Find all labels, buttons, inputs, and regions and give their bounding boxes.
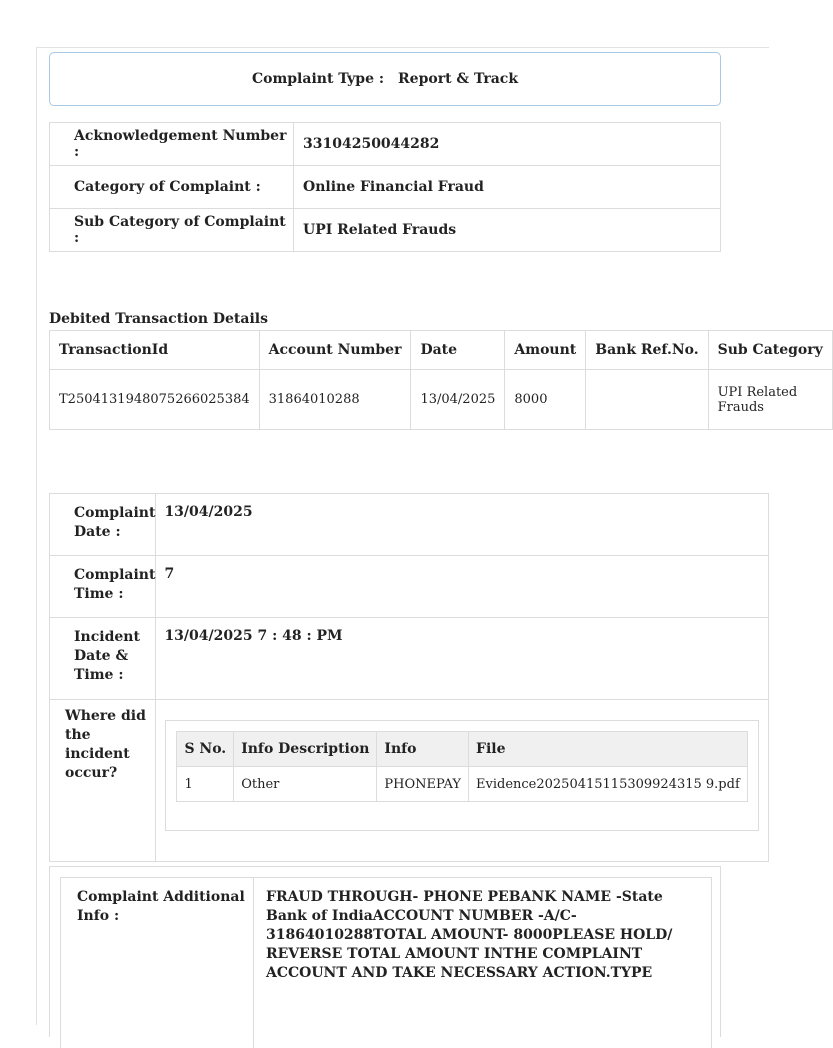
complaint-date-value: 13/04/2025 xyxy=(156,494,768,556)
amount-cell: 8000 xyxy=(505,370,586,430)
column-header-sno: S No. xyxy=(177,732,234,767)
date-cell: 13/04/2025 xyxy=(411,370,505,430)
evidence-file-link[interactable]: Evidence20250415115309924315 9.pdf xyxy=(469,767,748,802)
sno-cell: 1 xyxy=(177,767,234,802)
complaint-time-value: 7 xyxy=(156,556,768,618)
table-row xyxy=(50,556,769,618)
complaint-type-header xyxy=(49,52,721,106)
acknowledgement-label: Acknowledgement Number : xyxy=(50,123,294,166)
incident-datetime-label: Incident Date & Time : xyxy=(50,618,156,700)
complaint-type-label: Complaint Type : xyxy=(251,71,385,87)
column-header-file: File xyxy=(469,732,748,767)
complaint-details-table xyxy=(49,493,769,862)
additional-info-label: Complaint Additional Info : xyxy=(61,878,254,1048)
table-row xyxy=(50,494,769,556)
incident-datetime-value: 13/04/2025 7 : 48 : PM xyxy=(156,618,768,700)
additional-info-text: FRAUD THROUGH- PHONE PEBANK NAME -State Bank of IndiaACCOUNT NUMBER -A/C- 31864010288TOTAL AMOUNT- 8000PLEASE HOLD/ REVERSE TOTAL AMOUNT INTHE COMPLAINT ACCOUNT AND TAKE NECESSARY ACTION.TYPE xyxy=(266,889,673,981)
transaction-id-cell: T2504131948075266025384 xyxy=(50,370,260,430)
transaction-table xyxy=(49,330,833,430)
table-row xyxy=(177,767,747,802)
column-header-account-number: Account Number xyxy=(259,331,411,370)
column-header-info: Info xyxy=(377,732,469,767)
complaint-info-table xyxy=(49,122,721,252)
column-header-info-description: Info Description xyxy=(234,732,377,767)
column-header-transaction-id: TransactionId xyxy=(50,331,260,370)
evidence-panel xyxy=(165,720,758,831)
table-row xyxy=(50,370,833,430)
table-row xyxy=(50,123,721,166)
acknowledgement-value: 33104250044282 xyxy=(294,123,721,166)
complaint-date-label: Complaint Date : xyxy=(50,494,156,556)
incident-location-label: Where did the incident occur? xyxy=(50,700,156,862)
info-description-cell: Other xyxy=(234,767,377,802)
complaint-time-label: Complaint Time : xyxy=(50,556,156,618)
bank-ref-cell xyxy=(586,370,708,430)
sub-category-cell: UPI Related Frauds xyxy=(708,370,832,430)
table-header-row xyxy=(177,732,747,767)
category-label: Category of Complaint : xyxy=(50,166,294,209)
category-value: Online Financial Fraud xyxy=(294,166,721,209)
account-number-cell: 31864010288 xyxy=(259,370,411,430)
table-header-row xyxy=(50,331,833,370)
sub-category-label: Sub Category of Complaint : xyxy=(50,209,294,252)
table-row xyxy=(50,618,769,700)
table-row xyxy=(50,166,721,209)
info-cell: PHONEPAY xyxy=(377,767,469,802)
additional-info-box xyxy=(60,877,712,1048)
column-header-amount: Amount xyxy=(505,331,586,370)
sub-category-value: UPI Related Frauds xyxy=(294,209,721,252)
complaint-type-value: Report & Track xyxy=(398,71,519,87)
column-header-date: Date xyxy=(411,331,505,370)
evidence-cell xyxy=(156,700,768,862)
column-header-sub-category: Sub Category xyxy=(708,331,832,370)
table-row xyxy=(50,209,721,252)
evidence-table xyxy=(176,731,747,802)
column-header-bank-ref: Bank Ref.No. xyxy=(586,331,708,370)
table-row xyxy=(50,700,769,862)
additional-info-section xyxy=(49,866,721,1037)
transaction-section-title: Debited Transaction Details xyxy=(49,311,268,327)
complaint-panel xyxy=(36,47,823,1025)
